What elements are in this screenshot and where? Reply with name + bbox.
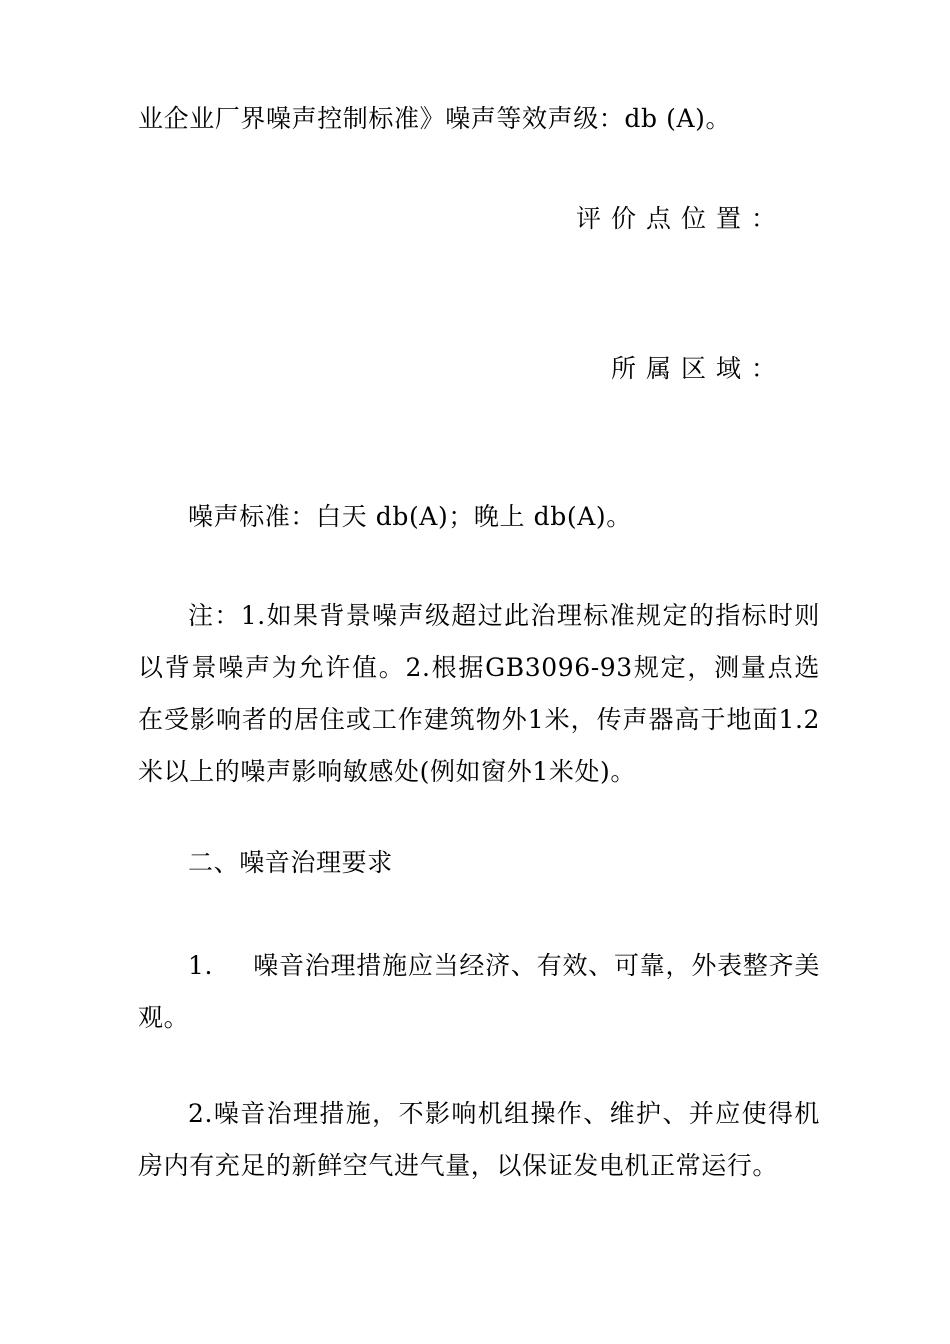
noise-standard-line: 噪声标准：白天 db(A)；晚上 db(A)。 <box>188 502 632 531</box>
section-heading: 二、噪音治理要求 <box>188 848 393 877</box>
evaluation-point-label: 评价点位置： <box>575 204 786 233</box>
item-number: 1. <box>188 951 214 980</box>
standard-continuation-line: 业企业厂界噪声控制标准》噪声等效声级：db (A)。 <box>138 104 732 133</box>
item-text: 噪音治理措施应当经济、有效、可靠，外表整齐美观。 <box>138 951 820 1032</box>
region-label: 所属区域： <box>610 354 786 383</box>
note-paragraph: 注：1.如果背景噪声级超过此治理标准规定的指标时则以背景噪声为允许值。2.根据GB3096-93规定，测量点选在受影响者的居住或工作建筑物外1米，传声器高于地面1.2米以上的噪声影响敏感处(例如窗外1米处)。 <box>138 601 820 786</box>
requirement-item-2: 2.噪音治理措施，不影响机组操作、维护、并应使得机房内有充足的新鲜空气进气量，以保证发电机正常运行。 <box>138 1099 820 1180</box>
requirement-item-1 <box>138 940 820 1044</box>
